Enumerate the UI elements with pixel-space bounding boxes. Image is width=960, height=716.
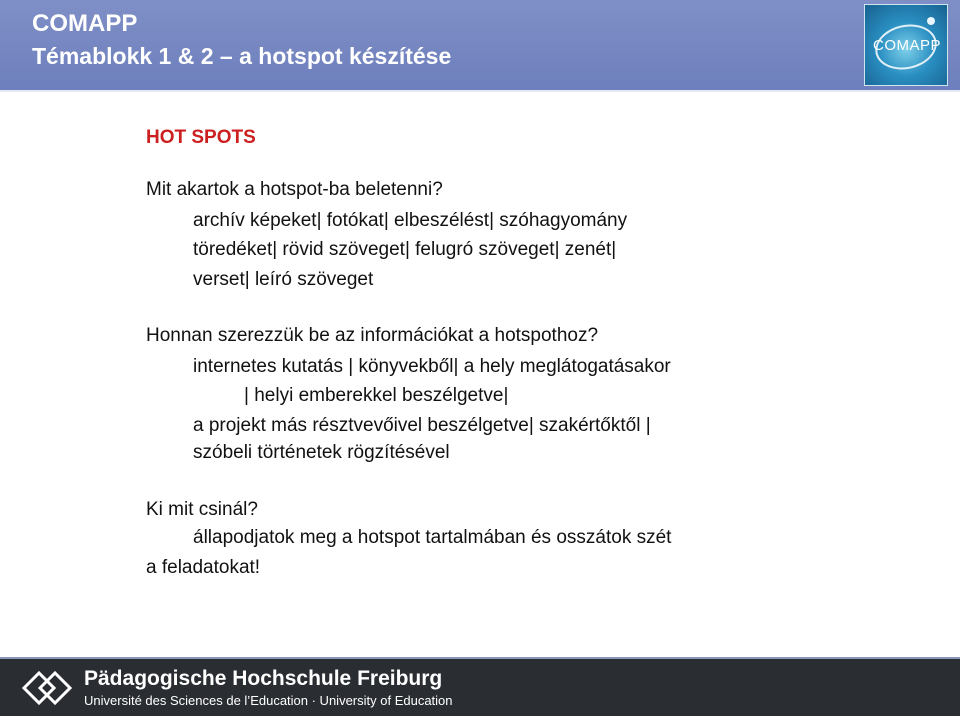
- answer-line-5: | helyi emberekkel beszélgetve|: [244, 385, 509, 406]
- question-line-2: Honnan szerezzük be az információkat a hotspothoz?: [146, 325, 599, 346]
- footer-university-name: Pädagogische Hochschule Freiburg: [84, 667, 443, 690]
- footer-university-subtitle: Université des Sciences de l’Education · University of Education: [84, 693, 453, 708]
- slide-footer: [0, 657, 960, 716]
- answer-line-8: állapodjatok meg a hotspot tartalmában és osszátok szét: [193, 527, 672, 548]
- answer-line-2: töredéket| rövid szöveget| felugró szöveget| zenét|: [193, 239, 617, 260]
- logo-text: COMAPP: [872, 37, 941, 54]
- answer-line-9: a feladatokat!: [146, 557, 261, 578]
- answer-line-6: a projekt más résztvevőivel beszélgetve| szakértőktől |: [193, 415, 651, 436]
- question-line-1: Mit akartok a hotspot-ba beletenni?: [146, 179, 443, 200]
- answer-line-3: verset| leíró szöveget: [193, 269, 374, 290]
- slide-header: [0, 0, 960, 92]
- logo-dot-icon: [927, 17, 935, 25]
- section-heading: HOT SPOTS: [146, 127, 256, 148]
- answer-line-7: szóbeli történetek rögzítésével: [193, 442, 450, 463]
- comapp-logo: [864, 4, 948, 86]
- header-title-line2: Témablokk 1 & 2 – a hotspot készítése: [32, 43, 452, 69]
- question-line-3: Ki mit csinál?: [146, 499, 258, 520]
- answer-line-1: archív képeket| fotókat| elbeszélést| szóhagyomány: [193, 210, 628, 231]
- university-logo-icon: [22, 671, 72, 705]
- answer-line-4: internetes kutatás | könyvekből| a hely meglátogatásakor: [193, 356, 671, 377]
- header-title-line1: COMAPP: [32, 10, 138, 37]
